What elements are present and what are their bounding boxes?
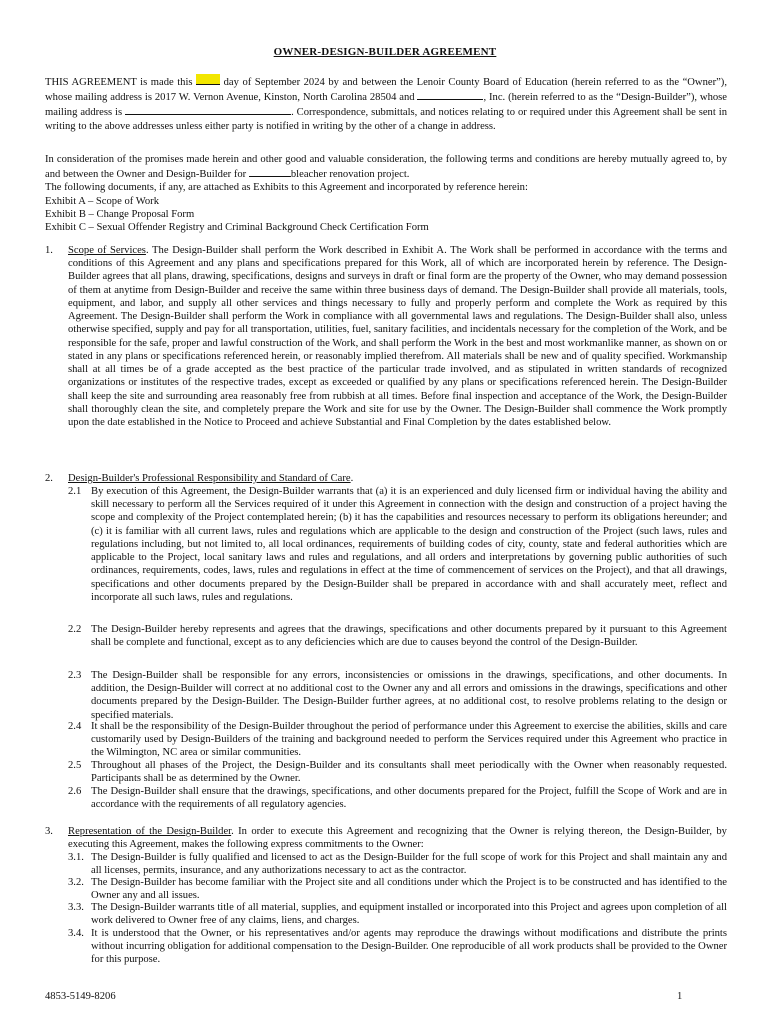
- clause-number: 2.6: [68, 786, 82, 797]
- section-1-number: 1.: [45, 245, 53, 256]
- clause-2-6: [68, 785, 727, 811]
- page-number: 1: [677, 991, 683, 1002]
- exhibits-intro: The following documents, if any, are attached as Exhibits to this Agreement and incorporated by reference herein:: [45, 182, 528, 194]
- clause-number: 2.1: [68, 486, 82, 497]
- clause-3-2: [68, 876, 727, 902]
- intro-text-1: THIS AGREEMENT is made this: [45, 77, 197, 88]
- clause-number: 2.4: [68, 721, 82, 732]
- section-3-heading: Representation of the Design-Builder: [68, 826, 232, 837]
- section-3-body: [68, 825, 727, 851]
- clause-2-5: [68, 759, 727, 785]
- section-2-number: 2.: [45, 473, 53, 484]
- section-1-body: [68, 244, 727, 429]
- intro-paragraph: [45, 74, 727, 133]
- clause-text: The Design-Builder shall be responsible for any errors, inconsistencies or omissions in the drawings, specifications, and other documents. In addition, the Design-Builder will correct at no additional cost to the Owner any and all errors and omissions in the drawings, specifications and other documents prepared by the Design-Builder. The Design-Builder further agrees, at no additional cost, to resolve problems relating to the design or specified materials.: [91, 670, 727, 721]
- clause-2-4: [68, 720, 727, 759]
- clause-3-3: [68, 901, 727, 927]
- exhibit-c: Exhibit C – Sexual Offender Registry and Criminal Background Check Certification Form: [45, 222, 429, 234]
- project-name-blank[interactable]: [249, 166, 291, 177]
- clause-2-2: [68, 623, 727, 649]
- clause-text: The Design-Builder is fully qualified and licensed to act as the Design-Builder for the full scope of work for this Project and shall maintain any and all licenses, permits, insurance, and any authorizations necessary to act as the contractor.: [91, 852, 727, 877]
- exhibit-b: Exhibit B – Change Proposal Form: [45, 208, 195, 220]
- intro-text-3: , Inc. (herein referred to as the “Design-Builder”), whose mailing address is: [45, 92, 727, 119]
- clause-number: 3.2.: [68, 877, 84, 888]
- section-2-heading: Design-Builder's Professional Responsibility and Standard of Care: [68, 473, 351, 484]
- clause-number: 2.5: [68, 760, 82, 771]
- contractor-name-blank[interactable]: [417, 89, 483, 100]
- section-2-heading-line: [68, 472, 727, 485]
- mailing-address-blank[interactable]: [125, 104, 291, 115]
- clause-text: It is understood that the Owner, or his representatives and/or agents may reproduce the drawings without modifications and distribute the prints without incurring obligation for additional compensation to the Design-Builder. One reproducible of all work products shall be provided to the Owner for this purpose.: [91, 928, 727, 966]
- document-title: OWNER-DESIGN-BUILDER AGREEMENT: [273, 46, 497, 58]
- clause-text: The Design-Builder hereby represents and agrees that the drawings, specifications and other documents prepared by it pursuant to this Agreement shall be complete and functional, except as to any deficiencies which are due to causes beyond the control of the Design-Builder.: [91, 624, 727, 649]
- clause-text: It shall be the responsibility of the Design-Builder throughout the period of performance under this Agreement to exercise the abilities, skills and care customarily used by Design-Builders of the training and background needed to perform the Services required under this Agreement who practice in the Wilmington, NC area or similar communities.: [91, 721, 727, 759]
- clause-2-1: [68, 485, 727, 603]
- clause-text: Throughout all phases of the Project, the Design-Builder and its consultants shall meet periodically with the Owner when reasonably requested. Participants shall be as determined by the Owner.: [91, 760, 727, 785]
- section-3-number: 3.: [45, 826, 53, 837]
- section-1-heading: Scope of Services: [68, 245, 146, 256]
- clause-2-3: [68, 669, 727, 721]
- section-2-heading-end: .: [350, 473, 354, 484]
- clause-number: 2.3: [68, 670, 82, 681]
- section-1-text: . The Design-Builder shall perform the Work described in Exhibit A. The Work shall be performed in accordance with the terms and conditions of this Agreement and any plans and specifications prepared for this Work, all of which are incorporated herein by reference. The Design-Builder agrees that all plans, drawing, specifications, designs and surveys in draft or final form are the property of the Owner, who may demand possession of them at anytime from Design-Builder and receive the same within three business days of demand. The Design-Builder shall provide all materials, tools, equipment, and labor, and supply all other services and things necessary to fully and properly perform and complete the Work as required by this Agreement. The Design-Builder shall perform the Work in compliance with all governmental laws and regulations. The Design-Builder shall also, unless otherwise specified, supply and pay for all transportation, utilities, fuel, sanitary facilities, and incidentals necessary for the completion of the Work, and be responsible for the safe, proper and lawful construction of the Work, and shall perform the Work in the best and most workmanlike manner, as shown on or stated in any plans or specifications referenced herein, or reasonably implied therefrom. All materials shall be new and of quality specified. Workmanship shall at all times be of a grade accepted as the best practice of the particular trade involved, and as stipulated in written standards of recognized organizations or institutes of the respective trades, except as exceeded or qualified by any plans or specifications referenced herein. The Design-Builder shall keep the site and surrounding area reasonably free from rubbish at all times. Before final inspection and acceptance of the Work, the Design-Builder shall thoroughly clean the site, and completely prepare the Work and site for use by the Owner. The Design-Builder shall commence the Work promptly upon the date established in the Notice to Proceed and achieve Substantial and Final Completion by the dates established below.: [68, 245, 727, 429]
- clause-text: The Design-Builder has become familiar with the Project site and all conditions under which the Project is to be constructed and has identified to the Owner any and all issues.: [91, 877, 727, 902]
- day-blank-field[interactable]: [196, 74, 220, 85]
- consideration-text-end: bleacher renovation project.: [290, 169, 410, 181]
- clause-number: 3.3.: [68, 902, 84, 913]
- clause-number: 3.4.: [68, 928, 84, 939]
- clause-number: 3.1.: [68, 852, 84, 863]
- consideration-text: In consideration of the promises made herein and other good and valuable consideration, the following terms and conditions are hereby mutually agreed to, by and between the Owner and Design-Builder for: [45, 154, 727, 181]
- clause-3-4: [68, 927, 727, 966]
- clause-text: The Design-Builder shall ensure that the drawings, specifications, and other documents prepared for the Project, fulfill the Scope of Work and are in accordance with the requirements of all regulatory agencies.: [91, 786, 727, 811]
- section-3-text: . In order to execute this Agreement and recognizing that the Owner is relying thereon, the Design-Builder, by executing this Agreement, makes the following express commitments to the Owner:: [68, 826, 727, 851]
- intro-text-4: . Correspondence, submittals, and notices relating to or required under this Agreement shall be sent in writing to the above addresses unless either party is notified in writing by the other of a change in address.: [45, 107, 727, 132]
- clause-text: By execution of this Agreement, the Design-Builder warrants that (a) it is an experienced and duly licensed firm or individual having the ability and skill necessary to perform all the Services required of it under this Agreement in connection with the design and construction of a project having the scope and complexity of the Project contemplated herein; (b) it has the capabilities and resources necessary to perform its obligations hereunder; and (c) it is familiar with all current laws, rules and regulations which are applicable to the design and construction of the Project (such laws, rules and regulations including, but not limited to, all local ordinances, requirements of building codes of city, county, state and federal authorities which are applicable to the Project, local sanitary laws and rules and regulations, and all orders and interpretations by governing public authorities of such ordinances, requirements, codes, laws, rules and regulations in effect at the time of commencement of services on the Project), and that all drawings, specifications and other documents prepared by the Design-Builder shall be prepared in accordance with and shall accurately meet, reflect and incorporate all such laws, rules and regulations.: [91, 486, 727, 603]
- intro-text-2: day of September 2024 by and between the Lenoir County Board of Education (herein referred to as the “Owner”), whose mailing address is 2017 W. Vernon Avenue, Kinston, North Carolina 28504 and: [45, 77, 727, 104]
- document-id: 4853-5149-8206: [45, 991, 116, 1002]
- consideration-paragraph: [45, 153, 727, 234]
- clause-3-1: [68, 851, 727, 877]
- clause-number: 2.2: [68, 624, 82, 635]
- clause-text: The Design-Builder warrants title of all material, supplies, and equipment installed or incorporated into this Project and agrees upon completion of all work delivered to Owner free of any claims, liens, and charges.: [91, 902, 727, 927]
- exhibit-a: Exhibit A – Scope of Work: [45, 195, 160, 207]
